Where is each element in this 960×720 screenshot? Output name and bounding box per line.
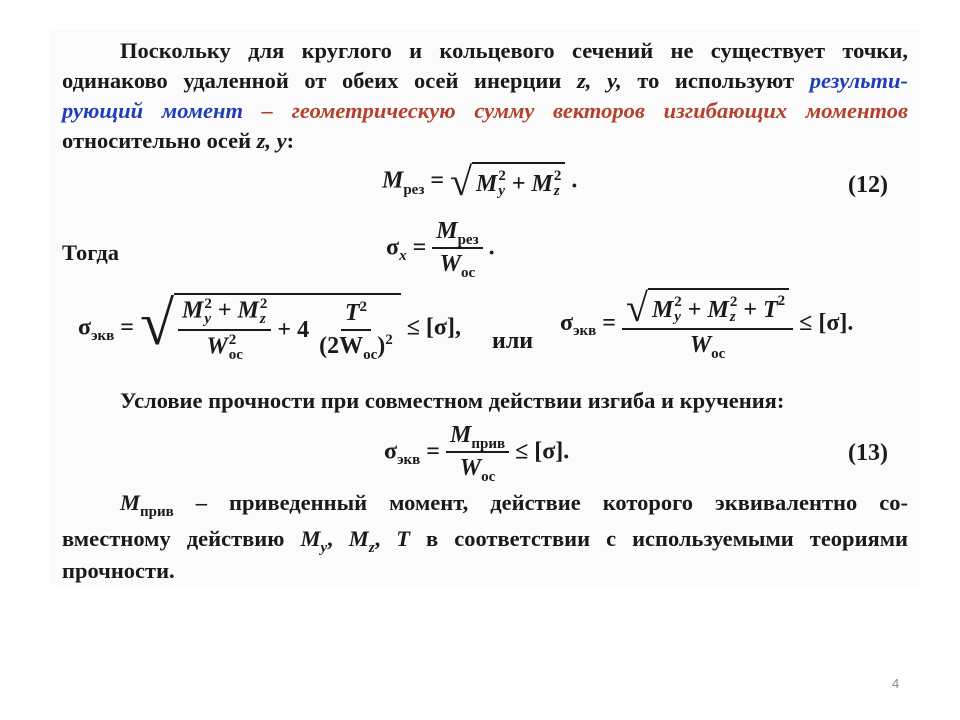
formula-sigma-x: $\sigma_x$ = $\frac{M_{рез}}{W_{ос}}$ . bbox=[386, 218, 495, 281]
condition-text: Условие прочности при совместном действии изгиба и кручения: bbox=[120, 388, 785, 413]
slide-number: 4 bbox=[892, 676, 900, 691]
paragraph-2-line-2: вместному действию $M_y$, $M_z$, T в соответствии с используемыми теориями bbox=[62, 526, 908, 556]
formula-12: $M_{рез}$ = √ M 2 y + M 2 z . bbox=[382, 159, 578, 204]
paragraph-2-line-1: $M_{прив}$ – приведенный момент, действие которого эквивалентно со- bbox=[120, 490, 908, 520]
equation-number-13: (13) bbox=[848, 440, 888, 466]
paragraph-2-line-3: прочности. bbox=[62, 558, 175, 583]
formula-sigma-ekv-1: $\sigma_{экв}$ = √ M 2 y + M 2 z W 2 ос + 4 $\frac{T^2}{(2W_{ос})^2}$ ≤ [σ], bbox=[78, 290, 461, 363]
paragraph-1-line-3: рующий момент – геометрическую сумму векторов изгибающих моментов bbox=[62, 98, 908, 123]
togda-label: Тогда bbox=[62, 240, 119, 265]
paragraph-1-line-1: Поскольку для круглого и кольцевого сечений не существует точки, bbox=[120, 38, 908, 63]
paragraph-1-line-2: одинаково удаленной от обеих осей инерции z, y, то используют результи- bbox=[62, 68, 908, 93]
paragraph-1-line-4: относительно осей z, y: bbox=[62, 128, 295, 153]
equation-number-12: (12) bbox=[848, 172, 888, 198]
formula-13: $\sigma_{экв}$ = $\frac{M_{прив}}{W_{ос}}$ ≤ [σ]. bbox=[384, 422, 570, 485]
formula-sigma-ekv-2: $\sigma_{экв}$ = √ M 2 y + M 2 z + T 2 $W_{ос}$ ≤ [σ]. bbox=[560, 285, 854, 362]
or-word: или bbox=[492, 328, 534, 354]
